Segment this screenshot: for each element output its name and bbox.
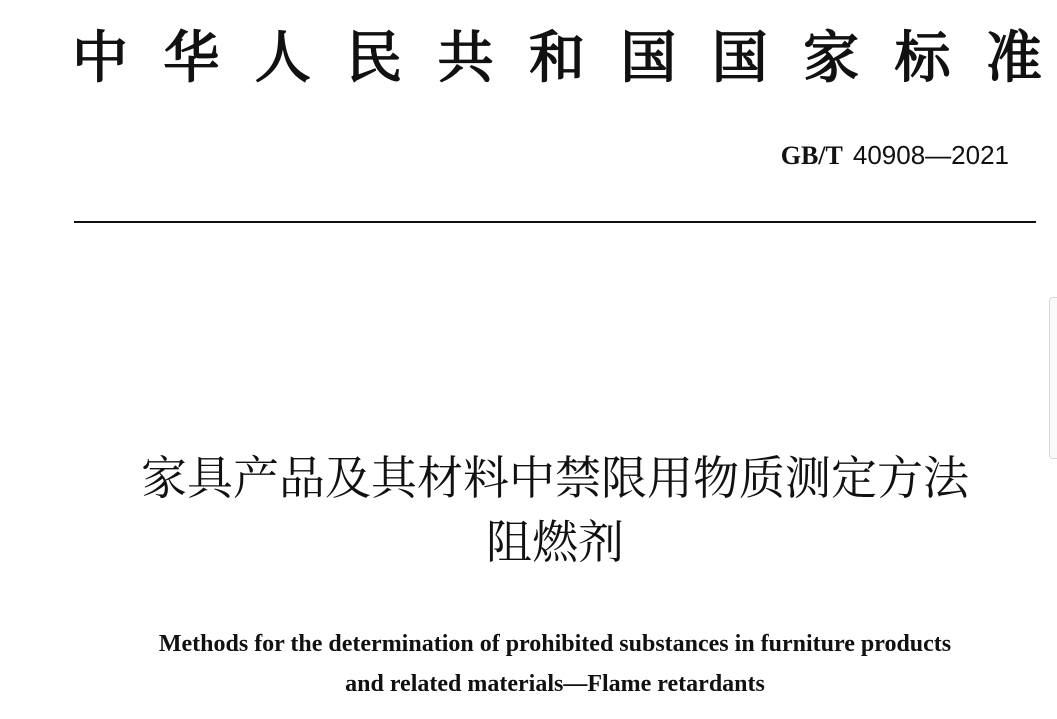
heading-char: 民 (346, 25, 403, 91)
scroll-edge-tab (1049, 297, 1057, 459)
chinese-title-line-1: 家具产品及其材料中禁限用物质测定方法 (141, 451, 969, 505)
heading-char: 标 (894, 25, 951, 91)
english-title (60, 624, 1050, 704)
header-divider (74, 221, 1036, 223)
heading-char: 和 (528, 25, 585, 91)
heading-char: 国 (711, 25, 768, 91)
heading-char: 中 (72, 25, 128, 91)
heading-char: 家 (803, 25, 860, 91)
english-title-line-1: Methods for the determination of prohibited substances in furniture products (158, 631, 952, 657)
chinese-title-line-2: 阻燃剂 (486, 515, 624, 569)
national-standard-heading (72, 22, 1042, 94)
chinese-title (60, 446, 1050, 574)
heading-char: 华 (163, 25, 220, 91)
standard-prefix: GB/T (780, 141, 843, 170)
standard-code: 40908—2021 (852, 140, 1009, 170)
heading-char: 人 (254, 25, 311, 91)
heading-char: 国 (620, 25, 677, 91)
heading-char: 准 (985, 25, 1042, 91)
english-title-line-2: and related materials—Flame retardants (345, 671, 765, 697)
heading-char: 共 (437, 25, 494, 91)
standard-number (781, 138, 1009, 173)
